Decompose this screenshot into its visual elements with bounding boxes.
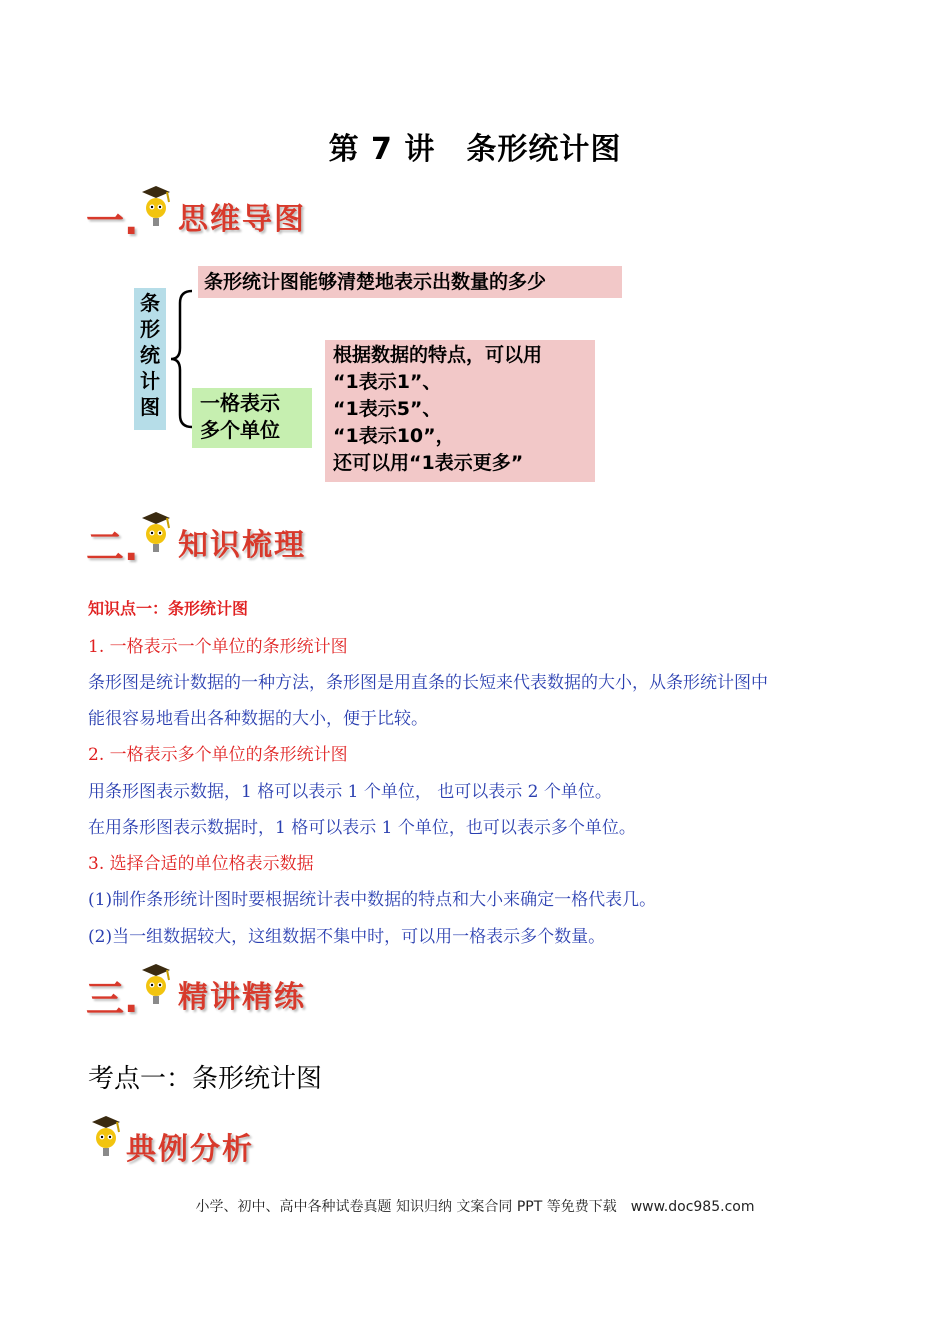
page-title: 第 7 讲 条形统计图 <box>328 132 622 167</box>
footer-text: 小学、初中、高中各种试卷真题 知识归纳 文案合同 PPT 等免费下载 www.doc985.com <box>195 1199 755 1215</box>
mascot-icon <box>136 962 176 1008</box>
knowledge-text: 用条形图表示数据，1 格可以表示 1 个单位， 也可以表示 2 个单位。 <box>88 782 612 802</box>
mindmap-top-box: 条形统计图能够清楚地表示出数量的多少 <box>198 266 622 298</box>
pink-box-line: 根据数据的特点，可以用 <box>333 344 543 366</box>
knowledge-text: 条形图是统计数据的一种方法，条形图是用直条的长短来代表数据的大小，从条形统计图中 <box>88 673 768 693</box>
section-title: 思维导图 <box>178 202 306 237</box>
root-char: 形 <box>140 317 160 341</box>
exam-point-heading: 考点一：条形统计图 <box>88 1064 323 1094</box>
knowledge-point-title: 知识点一：条形统计图 <box>88 599 249 618</box>
example-analysis-heading <box>86 1112 286 1168</box>
mindmap-root <box>134 288 166 430</box>
green-box-line: 一格表示 <box>200 391 280 415</box>
pink-box-line: “1表示5”、 <box>333 398 442 420</box>
section-heading-mindmap <box>86 184 346 242</box>
mascot-icon <box>86 1114 126 1160</box>
mascot-icon <box>136 510 176 556</box>
knowledge-heading: 1. 一格表示一个单位的条形统计图 <box>88 637 348 657</box>
knowledge-heading: 3. 选择合适的单位格表示数据 <box>88 854 314 874</box>
knowledge-text: 在用条形图表示数据时，1 格可以表示 1 个单位，也可以表示多个单位。 <box>88 818 636 838</box>
knowledge-text: (2)当一组数据较大，这组数据不集中时，可以用一格表示多个数量。 <box>88 927 606 947</box>
section-title: 知识梳理 <box>178 528 306 563</box>
mindmap-green-box <box>192 388 312 448</box>
root-char: 统 <box>140 343 160 367</box>
example-analysis-label: 典例分析 <box>126 1132 254 1167</box>
root-char: 图 <box>140 395 160 419</box>
section-title: 精讲精练 <box>178 980 306 1015</box>
mascot-icon <box>136 184 176 230</box>
green-box-line: 多个单位 <box>200 418 280 442</box>
section-number: 二. <box>86 525 139 569</box>
section-number: 三. <box>86 977 139 1021</box>
section-heading-practice <box>86 962 346 1020</box>
pink-box-line: “1表示1”、 <box>333 371 442 393</box>
knowledge-heading: 2. 一格表示多个单位的条形统计图 <box>88 745 348 765</box>
pink-box-line: 还可以用“1表示更多” <box>333 452 524 474</box>
root-char: 条 <box>140 291 160 315</box>
knowledge-text: 能很容易地看出各种数据的大小，便于比较。 <box>88 709 428 729</box>
mindmap-pink-box <box>325 340 595 482</box>
root-char: 计 <box>140 369 160 393</box>
knowledge-text: (1)制作条形统计图时要根据统计表中数据的特点和大小来确定一格代表几。 <box>88 890 657 910</box>
section-heading-knowledge <box>86 510 346 568</box>
pink-box-line: “1表示10”， <box>333 425 455 447</box>
section-number: 一. <box>86 199 139 243</box>
